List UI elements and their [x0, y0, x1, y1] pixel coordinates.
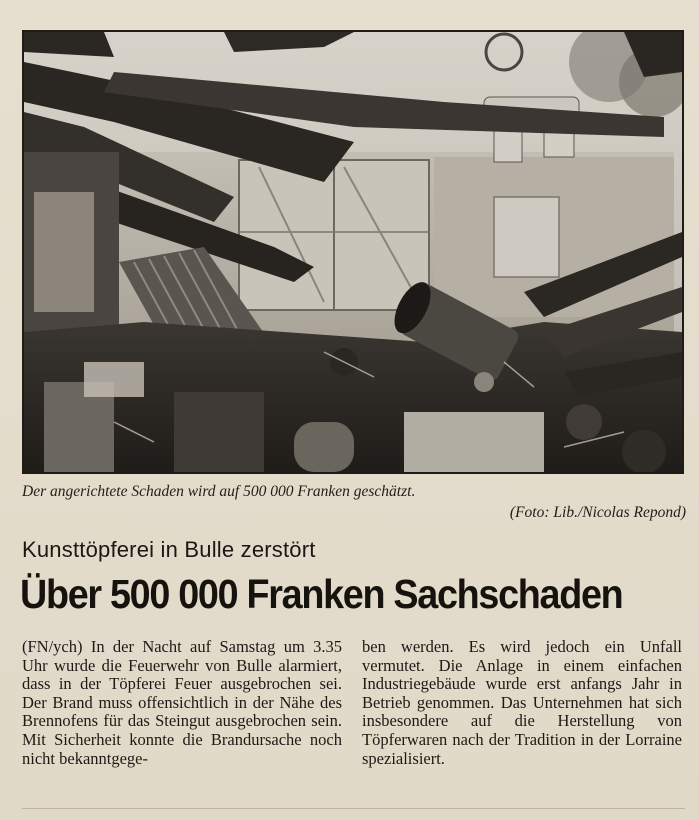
- photo-credit: (Foto: Lib./Nicolas Repond): [509, 504, 686, 521]
- article-paragraph-1: (FN/ych) In der Nacht auf Samstag um 3.35 Uhr wurde die Feuerwehr von Bulle alarmiert, dass in der Töpferei Feuer ausgebrochen sei. Der Brand muss offensichtlich in der Nähe des Brennofens für das Steingut ausgebrochen sein. Mit Sicherheit konnte die Brandursache noch nicht bekanntgege-: [22, 637, 342, 768]
- article-headline: Über 500 000 Franken Sachschaden: [20, 571, 623, 617]
- photo-illustration: [24, 32, 682, 472]
- article-kicker: Kunsttöpferei in Bulle zerstört: [22, 537, 316, 562]
- article-column-2: [362, 638, 682, 768]
- photo-caption: Der angerichtete Schaden wird auf 500 000 Franken geschätzt.: [22, 483, 416, 500]
- bottom-rule: [22, 808, 685, 809]
- article-column-1: [22, 638, 342, 768]
- article-paragraph-2: ben werden. Es wird jedoch ein Unfall vermutet. Die Anlage in einem einfachen Industriegebäude wurde erst anfangs Jahr in Betrieb genommen. Das Unternehmen hat sich insbesondere auf die Herstellung von Töpferwaren nach der Tradition in der Lorraine spezialisiert.: [362, 637, 682, 768]
- fire-damage-photo: [22, 30, 684, 474]
